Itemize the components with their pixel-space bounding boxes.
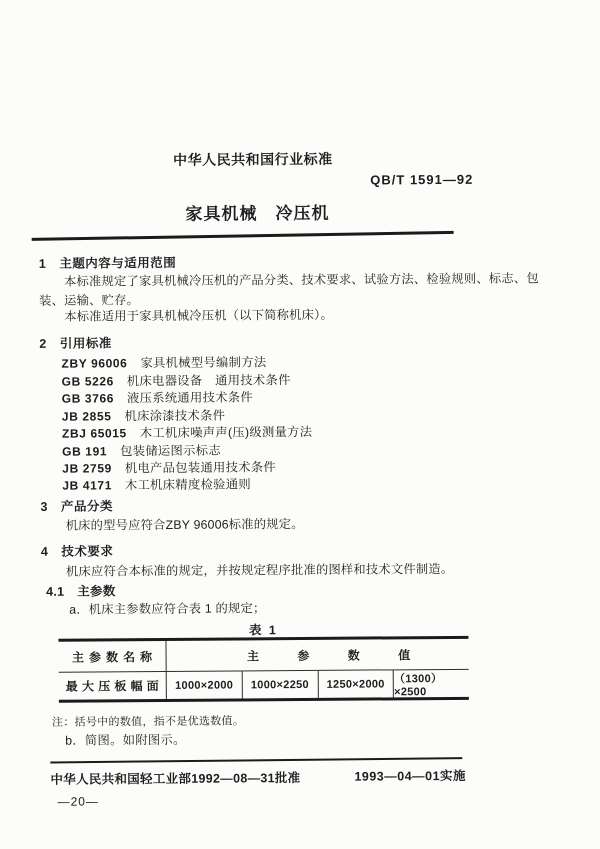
section-3-paragraph: 机床的型号应符合ZBY 96006标准的规定。 (65, 516, 304, 533)
reference-code: GB 5226 (61, 374, 114, 389)
table-value-cell: 1250×2000 (318, 670, 394, 698)
table-row-name-cell (59, 672, 167, 700)
document-title: 家具机械 冷压机 (185, 203, 330, 224)
table-header-values (166, 639, 468, 671)
section-4-heading: 4 技术要求 (40, 544, 114, 559)
reference-item (62, 474, 251, 494)
section-3-heading: 3 产品分类 (40, 499, 114, 514)
reference-title: 木工机床噪声声(压)级测量方法 (139, 424, 313, 441)
item-a-text: a．机床主参数应符合表 1 的规定； (69, 601, 266, 617)
reference-code: JB 4171 (62, 478, 113, 493)
reference-code: JB 2855 (61, 409, 112, 424)
footer-divider-line (50, 757, 462, 764)
standard-number: QB/T 1591—92 (370, 171, 474, 188)
reference-title: 机床涂漆技术条件 (124, 408, 226, 424)
reference-title: 家具机械型号编制方法 (140, 355, 267, 371)
table-header-name (58, 641, 166, 672)
reference-code: ZBY 96006 (61, 356, 128, 371)
reference-title: 液压系统通用技术条件 (126, 390, 254, 406)
table-header-values-label: 主参数值 (246, 647, 449, 663)
section-4-paragraph: 机床应符合本标准的规定，并按规定程序批准的图样和技术文件制造。 (65, 561, 454, 579)
table-value-cell: （1300）×2500 (393, 672, 443, 698)
reference-code: GB 3766 (61, 391, 115, 406)
table-data-row (59, 670, 469, 700)
approval-text: 中华人民共和国轻工业部1992—08—31批准 (50, 771, 301, 787)
table-caption: 表 1 (248, 623, 278, 638)
table-value-cell: 1000×2000 (167, 671, 243, 699)
item-b-text: b．简图。如附图示。 (65, 732, 186, 748)
table-header-row (58, 639, 468, 673)
title-divider-line (32, 231, 454, 241)
section-2-heading: 2 引用标准 (39, 336, 112, 351)
table-value-cell: 1000×2250 (242, 671, 318, 699)
section-4-1-heading: 4.1 主参数 (46, 584, 116, 599)
scope-paragraph-1: 本标准规定了家具机械冷压机的产品分类、技术要求、试验方法、检验规则、标志、包装、运输、贮存。 (39, 271, 539, 308)
table-header-name-label: 主参数名称 (71, 649, 158, 665)
reference-title: 包装储运图示标志 (120, 443, 221, 459)
reference-code: JB 2759 (62, 461, 112, 476)
table-row-name-label: 最大压板幅面 (65, 678, 164, 694)
scope-paragraph-2: 本标准适用于家具机械冷压机（以下简称机床）。 (64, 307, 334, 324)
reference-title: 机电产品包装通用技术条件 (124, 460, 277, 476)
reference-code: ZBJ 65015 (61, 426, 127, 441)
implementation-date-text: 1993—04—01实施 (354, 768, 467, 784)
main-parameters-table (58, 636, 468, 703)
reference-title: 机床电器设备 通用技术条件 (126, 373, 291, 389)
standard-type-label: 中华人民共和国行业标准 (173, 150, 333, 168)
section-1-heading: 1 主题内容与适用范围 (38, 255, 177, 271)
reference-title: 木工机床精度检验通则 (124, 477, 251, 493)
table-note: 注：括号中的数值，指不是优选数值。 (51, 715, 245, 729)
reference-item (62, 422, 312, 443)
page-number: —20— (57, 794, 99, 809)
reference-code: GB 191 (62, 444, 108, 459)
